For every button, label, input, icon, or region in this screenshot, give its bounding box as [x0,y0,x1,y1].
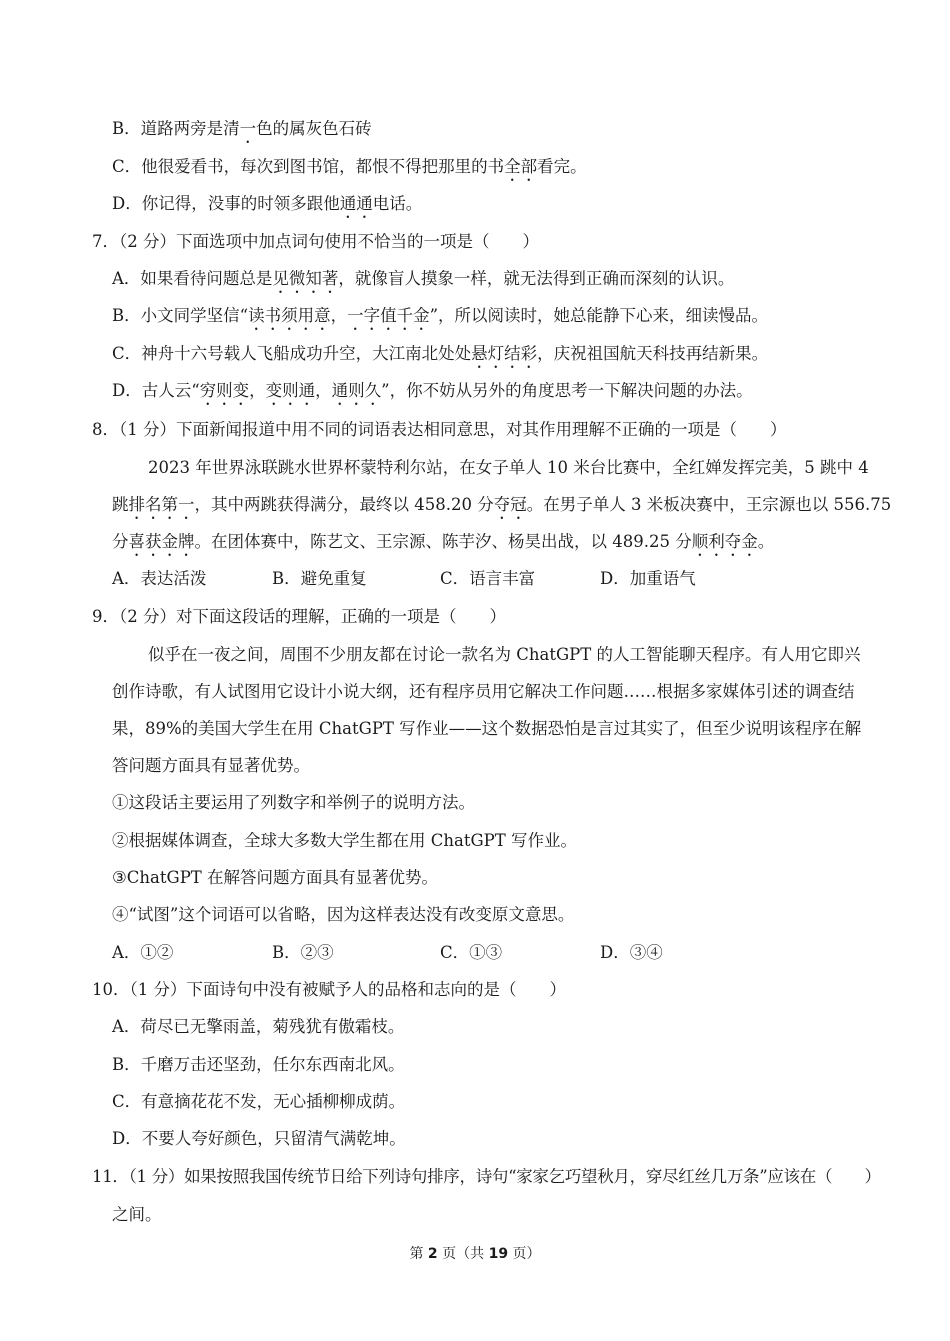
q10-option-a: A．荷尽已无擎雨盖，菊残犹有傲霜枝。 [112,1017,405,1036]
q6-option-c: C．他很爱看书，每次到图书馆，都恨不得把那里的书全部看完。 [112,157,587,176]
emphasized-text: 顺利夺金 [691,532,758,551]
q9-passage-line-3: 果，89%的美国大学生在用 ChatGPT 写作业——这个数据恐怕是言过其实了，但至少说明该程序在解 [112,719,862,738]
q8-passage-line-3: 分喜获金牌。在团体赛中，陈艺文、王宗源、陈芋汐、杨昊出战，以 489.25 分顺利夺金。 [112,532,775,551]
q9-passage-line-2: 创作诗歌，有人试图用它设计小说大纲，还有程序员用它解决工作问题……根据多家媒体引述的调查结 [112,682,855,701]
q7-option-c: C．神舟十六号载人飞船成功升空，大江南北处处悬灯结彩，庆祝祖国航天科技再结新果。 [112,344,769,363]
q8-option-a: A．表达活泼 [112,569,207,588]
q8-option-d: D．加重语气 [600,569,696,588]
q9-options [112,942,812,964]
emphasized-text: 通通 [339,194,373,213]
emphasized-text: 排名第一 [128,495,195,514]
q9-option-b: B．②③ [272,943,334,962]
page-total: 19 [488,1246,509,1262]
q10-option-b: B．千磨万击还坚劲，任尔东西南北风。 [112,1055,405,1074]
q9-stem: 9．（2 分）对下面这段话的理解，正确的一项是（ ） [92,607,506,626]
q8-passage-line-2: 跳排名第一，其中两跳获得满分，最终以 458.20 分夺冠。在男子单人 3 米板决赛中，王宗源也以 556.75 [112,495,892,514]
q10-option-c: C．有意摘花花不发，无心插柳柳成荫。 [112,1092,406,1111]
q8-stem: 8．（1 分）下面新闻报道中用不同的词语表达相同意思，对其作用理解不正确的一项是（ ） [92,420,787,439]
q7-stem: 7．（2 分）下面选项中加点词句使用不恰当的一项是（ ） [92,232,539,251]
q6-option-b: B．道路两旁是清一色的属灰色石砖 [112,119,372,138]
q9-statement-4: ④“试图”这个词语可以省略，因为这样表达没有改变原文意思。 [112,905,575,924]
q8-options [112,568,812,590]
emphasized-text: 全部 [504,157,538,176]
emphasized-text: 夺冠 [493,495,527,514]
q8-option-b: B．避免重复 [272,569,367,588]
q9-statement-2: ②根据媒体调查，全球大多数大学生都在用 ChatGPT 写作业。 [112,831,577,850]
page-footer: 第 2 页（共 19 页） [409,1246,541,1262]
q6-option-d: D．你记得，没事的时领多跟他通通电话。 [112,194,423,213]
q7-option-b: B．小文同学坚信“读书须用意，一字值千金”，所以阅读时，她总能静下心来，细读慢品。 [112,306,768,325]
page-number: 2 [427,1246,438,1262]
q9-passage-line-4: 答问题方面具有显著优势。 [112,756,310,775]
q9-option-a: A．①② [112,943,174,962]
q11-stem: 11．（1 分）如果按照我国传统节日给下列诗句排序，诗句“家家乞巧望秋月，穿尽红丝几万条”应该在（ ） [92,1167,881,1186]
q9-statement-3: ③ChatGPT 在解答问题方面具有显著优势。 [112,868,439,887]
q11-continuation: 之间。 [112,1205,162,1224]
q8-option-c: C．语言丰富 [440,569,536,588]
emphasized-text: 见微知著 [272,269,339,288]
q9-passage-line-1: 似乎在一夜之间，周围不少朋友都在讨论一款名为 ChatGPT 的人工智能聊天程序。有人用它即兴 [148,645,861,664]
q9-option-c: C．①③ [440,943,503,962]
q9-statement-1: ①这段话主要运用了列数字和举例子的说明方法。 [112,793,475,812]
emphasized-text: 穷则变，变则通，通则久 [199,381,382,400]
q10-option-d: D．不要人夸好颜色，只留清气满乾坤。 [112,1129,406,1148]
q7-option-a: A．如果看待问题总是见微知著，就像盲人摸象一样，就无法得到正确而深刻的认识。 [112,269,735,288]
q7-option-d: D．古人云“穷则变，变则通，通则久”，你不妨从另外的角度思考一下解决问题的办法。 [112,381,753,400]
q9-option-d: D．③④ [600,943,663,962]
emphasized-text: 一 [239,119,257,138]
emphasized-text: 喜获金牌 [128,532,195,551]
q8-passage-line-1: 2023 年世界泳联跳水世界杯蒙特利尔站，在女子单人 10 米台比赛中，全红婵发挥完美，5 跳中 4 [148,458,869,477]
emphasized-text: 悬灯结彩 [471,344,538,363]
emphasized-text: 读书须用意，一字值千金 [248,306,430,325]
q10-stem: 10．（1 分）下面诗句中没有被赋予人的品格和志向的是（ ） [92,980,566,999]
